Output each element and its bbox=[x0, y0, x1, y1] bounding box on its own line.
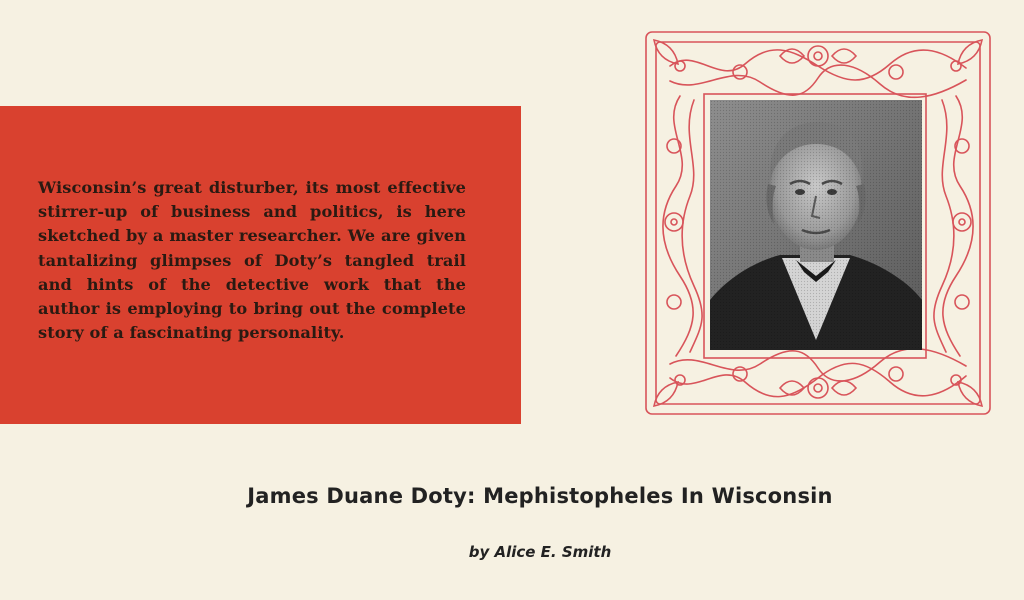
article-byline: by Alice E. Smith bbox=[468, 543, 612, 561]
intro-blurb: Wisconsin’s great disturber, its most effective stirrer-up of business and politics, is here sketched by a master researcher. We are given tantalizing glimpses of Doty’s tangled trail and hints of the detective work that the author is employing to bring out the complete story of a fascinating personality. bbox=[38, 178, 466, 343]
article-title: James Duane Doty: Mephistopheles In Wisconsin bbox=[247, 484, 833, 508]
portrait-photo bbox=[710, 100, 922, 350]
